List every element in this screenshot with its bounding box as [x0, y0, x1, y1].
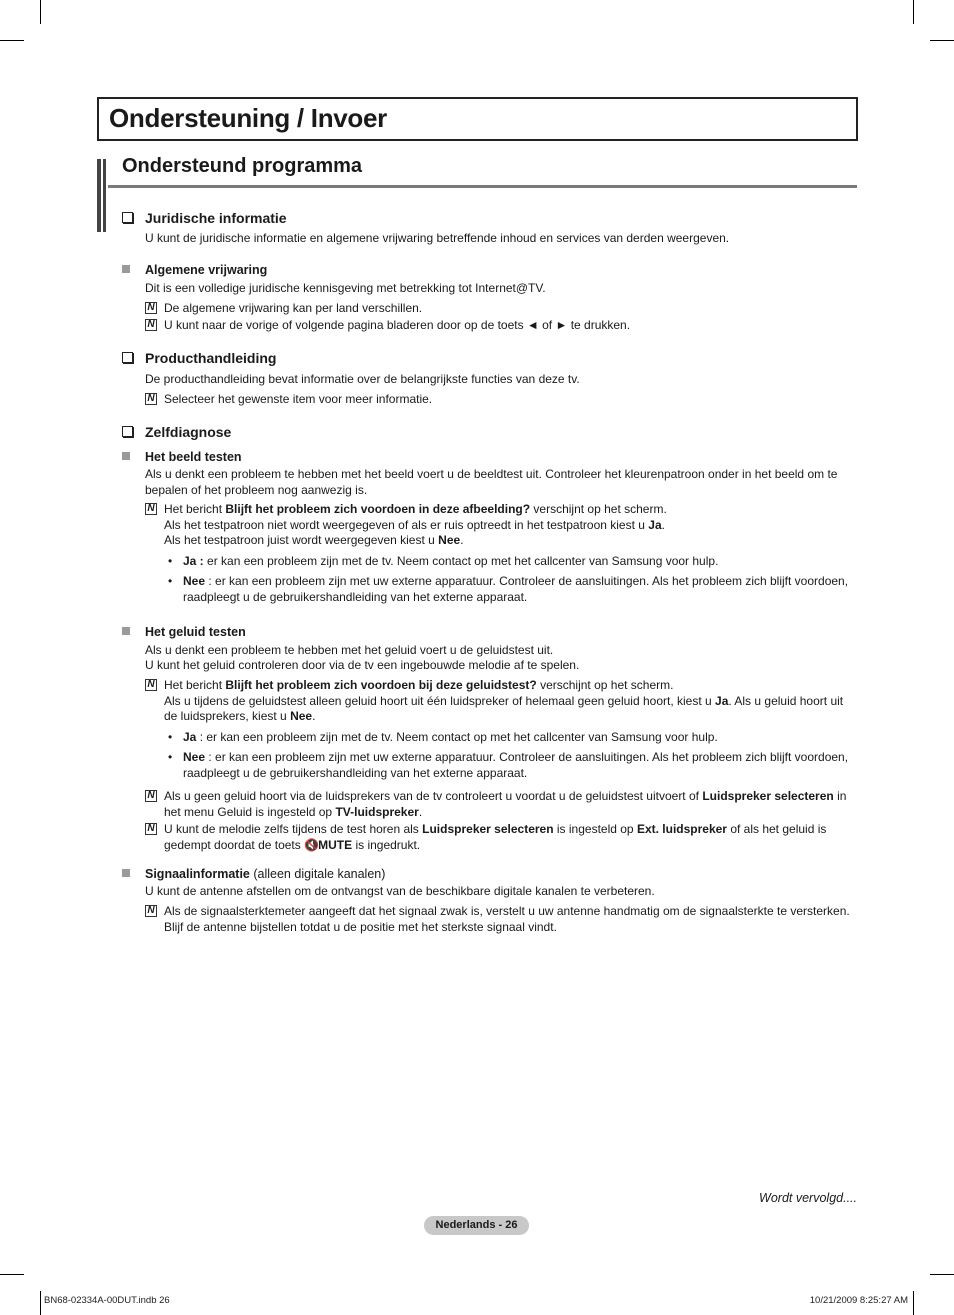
- heading-signaal: Signaalinformatie (alleen digitale kanalen): [122, 867, 385, 881]
- heading-zelfdiagnose: Zelfdiagnose: [122, 424, 231, 440]
- section-rule: [108, 185, 857, 188]
- page-number-badge: Nederlands - 26: [424, 1216, 529, 1235]
- crop-mark: [913, 0, 914, 24]
- checkbox-bullet-icon: [122, 352, 133, 363]
- crop-mark: [913, 1291, 914, 1315]
- note-icon: N: [145, 905, 157, 917]
- crop-mark: [0, 1274, 24, 1275]
- crop-mark: [40, 0, 41, 24]
- mute-icon: 🔇: [304, 837, 320, 852]
- note-icon: N: [145, 319, 157, 331]
- page-title: Ondersteuning / Invoer: [109, 103, 387, 133]
- square-bullet-icon: [122, 869, 130, 877]
- page-title-box: [97, 97, 858, 141]
- square-bullet-icon: [122, 265, 130, 273]
- square-bullet-icon: [122, 627, 130, 635]
- crop-mark: [0, 40, 24, 41]
- slug-date: 10/21/2009 8:25:27 AM: [809, 1295, 908, 1306]
- note-icon: N: [145, 302, 157, 314]
- continued-label: Wordt vervolgd....: [759, 1191, 857, 1205]
- geluid-text-2: U kunt het geluid controleren door via de tv een ingebouwde melodie af te spelen.: [145, 658, 580, 672]
- heading-beeld: Het beeld testen: [122, 450, 242, 464]
- note-icon: N: [145, 503, 157, 515]
- heading-geluid: Het geluid testen: [122, 625, 246, 639]
- signaal-text: U kunt de antenne afstellen om de ontvangst van de beschikbare digitale kanalen te verbeteren.: [145, 884, 655, 898]
- heading-juridisch: Juridische informatie: [122, 210, 287, 226]
- note-icon: N: [145, 823, 157, 835]
- note-icon: N: [145, 790, 157, 802]
- checkbox-bullet-icon: [122, 426, 133, 437]
- crop-mark: [40, 1291, 41, 1315]
- section-title: Ondersteund programma: [122, 155, 363, 177]
- heading-vrijwaring: Algemene vrijwaring: [122, 263, 267, 277]
- slug-file: BN68-02334A-00DUT.indb 26: [44, 1295, 170, 1306]
- handleiding-text: De producthandleiding bevat informatie over de belangrijkste functies van deze tv.: [145, 372, 580, 386]
- juridisch-text: U kunt de juridische informatie en algemene vrijwaring betreffende inhoud en services van derden weergeven.: [145, 231, 730, 245]
- checkbox-bullet-icon: [122, 212, 133, 223]
- note-icon: N: [145, 393, 157, 405]
- vrijwaring-text: Dit is een volledige juridische kennisgeving met betrekking tot Internet@TV.: [145, 281, 546, 295]
- geluid-text-1: Als u denkt een probleem te hebben met het geluid voert u de geluidstest uit.: [145, 643, 554, 657]
- crop-mark: [930, 40, 954, 41]
- square-bullet-icon: [122, 452, 130, 460]
- crop-mark: [930, 1274, 954, 1275]
- heading-handleiding: Producthandleiding: [122, 350, 276, 366]
- note-icon: N: [145, 679, 157, 691]
- beeld-text: Als u denkt een probleem te hebben met het beeld voert u de beeldtest uit. Controleer het kleurenpatroon onder in het beeld om te bepalen of het probleem nog aanwezig is.: [145, 467, 838, 497]
